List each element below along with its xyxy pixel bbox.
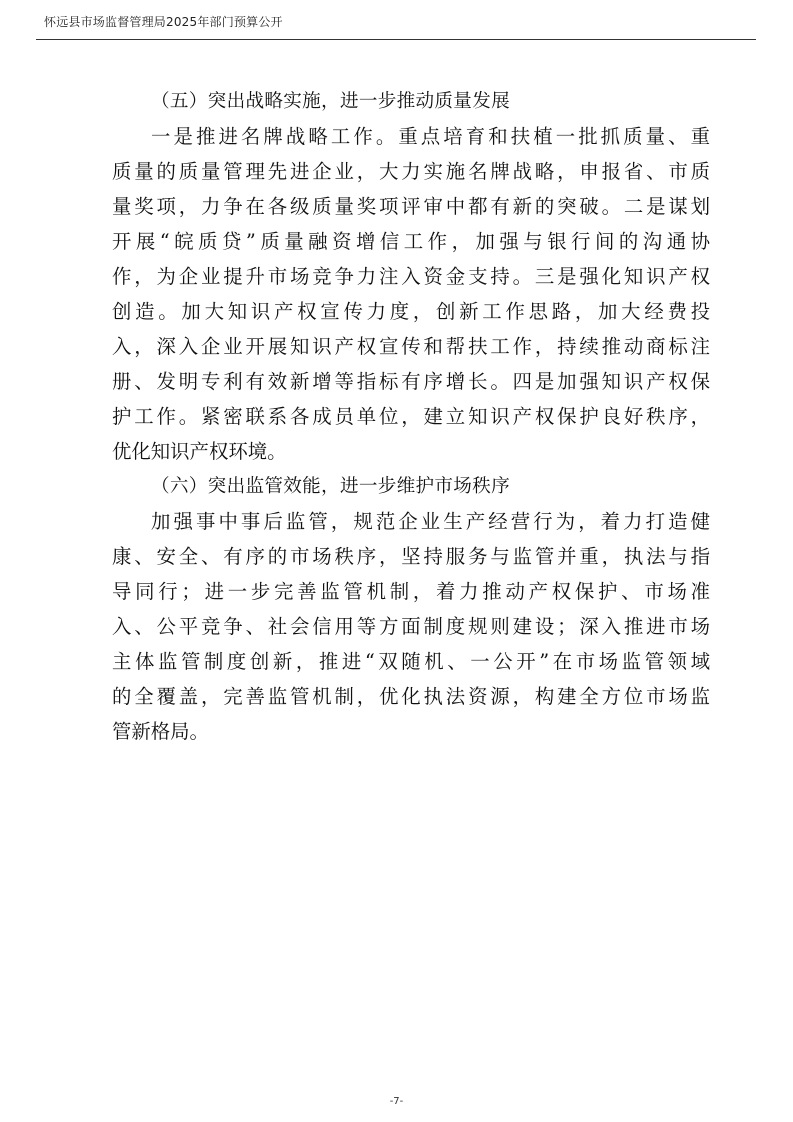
- paragraph-line: 量奖项，力争在各级质量奖项评审中都有新的突破。二是谋划: [112, 195, 710, 218]
- paragraph-line: 主体监管制度创新，推进“双随机、一公开”在市场监管领域: [112, 650, 710, 673]
- paragraph-line: 开展“皖质贷”质量融资增信工作，加强与银行间的沟通协: [112, 230, 710, 253]
- paragraph-line: 一是推进名牌战略工作。重点培育和扶植一批抓质量、重: [151, 125, 710, 148]
- paragraph-line: 作，为企业提升市场竞争力注入资金支持。三是强化知识产权: [112, 265, 710, 288]
- paragraph-line: 护工作。紧密联系各成员单位，建立知识产权保护良好秩序，: [112, 405, 710, 428]
- paragraph-line-last: 优化知识产权环境。: [112, 440, 287, 463]
- section-heading: （五）突出战略实施，进一步推动质量发展: [151, 91, 510, 112]
- paragraph-line: 入，深入企业开展知识产权宣传和帮扶工作，持续推动商标注: [112, 335, 710, 358]
- paragraph-line: 加强事中事后监管，规范企业生产经营行为，着力打造健: [151, 510, 710, 533]
- page-header-title: 怀远县市场监督管理局2025年部门预算公开: [44, 15, 283, 29]
- page-number: -7-: [389, 1096, 404, 1107]
- paragraph-line: 入、公平竞争、社会信用等方面制度规则建设；深入推进市场: [112, 615, 710, 638]
- paragraph-line: 导同行；进一步完善监管机制，着力推动产权保护、市场准: [112, 580, 710, 603]
- section-heading: （六）突出监管效能，进一步维护市场秩序: [151, 476, 510, 497]
- paragraph-line-last: 管新格局。: [112, 720, 209, 743]
- header-divider: [36, 39, 756, 40]
- paragraph-line: 创造。加大知识产权宣传力度，创新工作思路，加大经费投: [112, 300, 710, 323]
- paragraph-line: 册、发明专利有效新增等指标有序增长。四是加强知识产权保: [112, 370, 710, 393]
- paragraph-line: 质量的质量管理先进企业，大力实施名牌战略，申报省、市质: [112, 160, 710, 183]
- paragraph-line: 康、安全、有序的市场秩序，坚持服务与监管并重，执法与指: [112, 545, 710, 568]
- document-body: [112, 84, 710, 749]
- paragraph-line: 的全覆盖，完善监管机制，优化执法资源，构建全方位市场监: [112, 685, 710, 708]
